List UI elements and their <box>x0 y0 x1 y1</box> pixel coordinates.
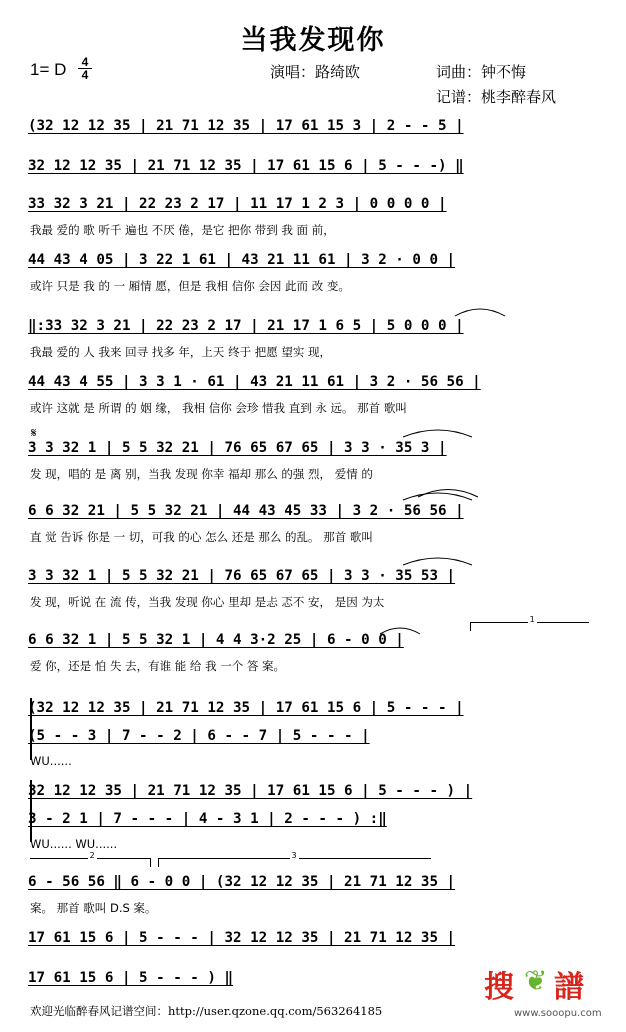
volta-number: 2 <box>89 851 95 860</box>
lyric-line: 爱 你，还是 怕 失 去，有谁 能 给 我 一个 答 案。 <box>30 659 286 673</box>
note-line: 3 3 32 1 | 5 5 32 21 | 76 65 67 65 | 3 3 · 35 53 | <box>28 568 456 584</box>
note-line: 6 - 56 56 ‖ 6 - 0 0 | (32 12 12 35 | 21 71 12 35 | <box>28 874 456 890</box>
tie-arc <box>403 493 472 500</box>
segno-mark: 𝄋 <box>31 426 37 441</box>
volta-bracket <box>158 851 431 867</box>
key-signature: 1= D <box>30 60 67 79</box>
volta-number: 1 <box>529 615 535 624</box>
note-line: (5 - - 3 | 7 - - 2 | 6 - - 7 | 5 - - - | <box>28 728 370 744</box>
tie-arc <box>403 430 472 437</box>
logo-word-2: 譜 <box>554 970 584 1005</box>
transcriber-credit: 记谱：桃李醉春风 <box>436 88 557 106</box>
logo-url: www.sooopu.com <box>514 1008 602 1019</box>
time-signature-top: 4 <box>81 55 89 69</box>
note-line: 33 32 3 21 | 22 23 2 17 | 11 17 1 2 3 | 0 0 0 0 | <box>28 196 447 212</box>
note-line: 44 43 4 55 | 3 3 1 · 61 | 43 21 11 61 | 3 2 · 56 56 | <box>28 374 481 390</box>
note-line: 17 61 15 6 | 5 - - - | 32 12 12 35 | 21 71 12 35 | <box>28 930 456 946</box>
lyric-line: 直 觉 告诉 你是 一 切，可我 的心 怎么 还是 那么 的乱。 那首 歌叫 <box>30 530 373 544</box>
note-line: 6 6 32 1 | 5 5 32 1 | 4 4 3·2 25 | 6 - 0 0 | <box>28 632 404 648</box>
note-line: 32 12 12 35 | 21 71 12 35 | 17 61 15 6 | 5 - - -) ‖ <box>28 158 464 174</box>
volta-bracket <box>470 615 589 631</box>
tie-arc <box>403 558 472 565</box>
lyric-line: 我最 爱的 人 我来 回寻 找多 年，上天 终于 把愿 望实 现， <box>30 345 332 359</box>
volta-number: 3 <box>291 851 297 860</box>
note-line: ‖:33 32 3 21 | 22 23 2 17 | 21 17 1 6 5 | 5 0 0 0 | <box>28 318 464 334</box>
lyric-line: 发 现，听说 在 流 传，当我 发现 你心 里却 是忐 忑不 安， 是因 为太 <box>30 595 385 609</box>
note-line: 3 - 2 1 | 7 - - - | 4 - 3 1 | 2 - - - ) :‖ <box>28 811 387 827</box>
composer-credit: 词曲：钟不悔 <box>436 63 527 81</box>
time-signature-bottom: 4 <box>78 68 92 81</box>
lyric-line: 我最 爱的 歌 听千 遍也 不厌 倦，是它 把你 带到 我 面 前， <box>30 223 335 237</box>
note-line: 32 12 12 35 | 21 71 12 35 | 17 61 15 6 | 5 - - - ) | <box>28 783 473 799</box>
system-bracket <box>30 780 35 842</box>
note-line: (32 12 12 35 | 21 71 12 35 | 17 61 15 6 | 5 - - - | <box>28 700 464 716</box>
note-line: (32 12 12 35 | 21 71 12 35 | 17 61 15 3 | 2 - - 5 | <box>28 118 464 134</box>
note-line: 17 61 15 6 | 5 - - - ) ‖ <box>28 970 233 986</box>
tie-arc <box>418 490 478 498</box>
logo-word-1: 搜 <box>484 970 514 1005</box>
lyric-line: WU...... WU...... <box>30 837 118 851</box>
lyric-line: 或许 这就 是 所谓 的 姻 缘， 我相 信你 会珍 惜我 直到 永 远。 那首 歌叫 <box>30 401 407 415</box>
lyric-line: 或许 只是 我 的 一 厢情 愿，但是 我相 信你 会因 此而 改 变。 <box>30 279 350 293</box>
tie-arc <box>455 309 505 316</box>
site-logo[interactable] <box>484 962 604 1022</box>
lyric-line: 案。 那首 歌叫 D.S 案。 <box>30 901 157 915</box>
leaf-icon: ❦ <box>524 964 548 997</box>
singer-credit: 演唱：路绮欧 <box>270 63 361 81</box>
note-line: 6 6 32 21 | 5 5 32 21 | 44 43 45 33 | 3 2 · 56 56 | <box>28 503 464 519</box>
note-line: 3 3 32 1 | 5 5 32 21 | 76 65 67 65 | 3 3 · 35 3 | <box>28 440 447 456</box>
time-signature <box>78 56 92 81</box>
system-bracket <box>30 698 35 760</box>
note-line: 44 43 4 05 | 3 22 1 61 | 43 21 11 61 | 3 2 · 0 0 | <box>28 252 456 268</box>
lyric-line: 发 现，唱的 是 离 别，当我 发现 你幸 福却 那么 的强 烈， 爱情 的 <box>30 467 373 481</box>
lyric-line: WU...... <box>30 754 72 768</box>
volta-bracket <box>30 851 151 867</box>
song-title: 当我发现你 <box>240 25 386 56</box>
footer-text: 欢迎光临醉春风记谱空间：http://user.qzone.qq.com/563264185 <box>30 1004 383 1018</box>
